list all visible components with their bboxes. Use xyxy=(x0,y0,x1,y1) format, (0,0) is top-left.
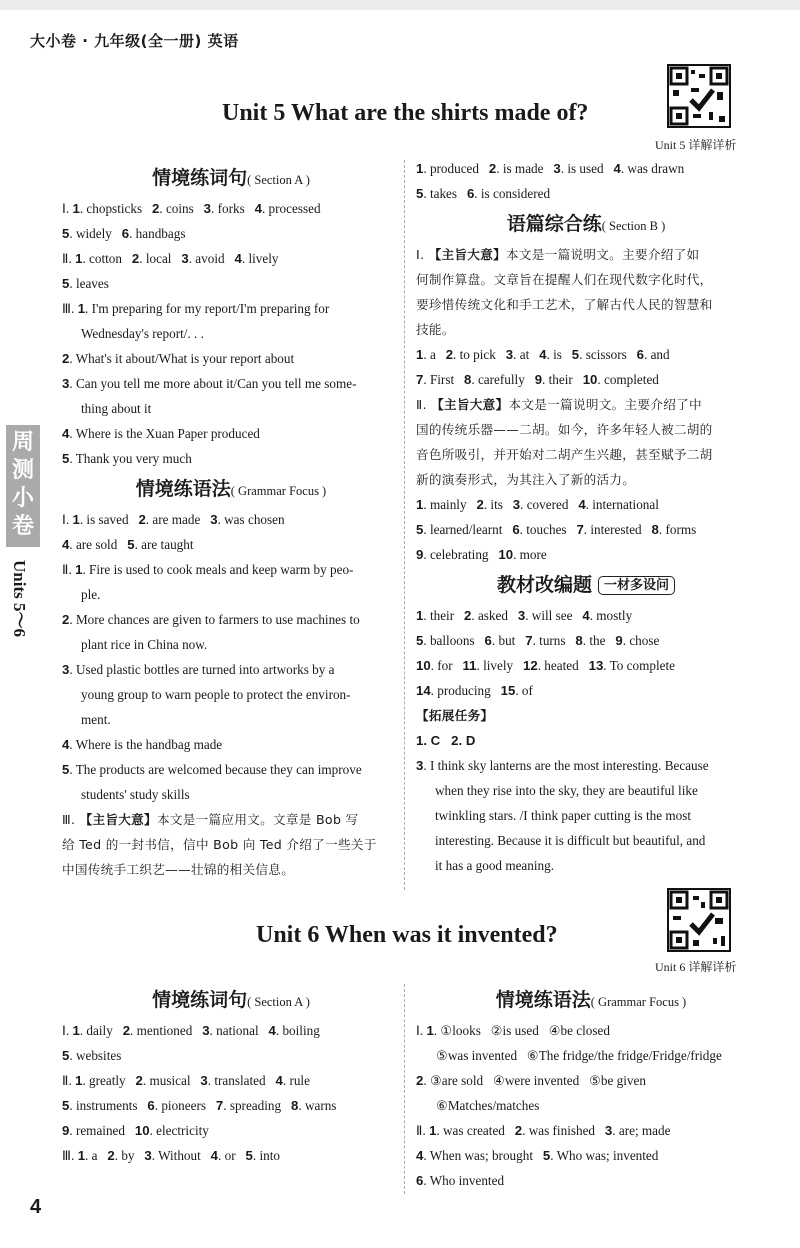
answer-line: 2. ③are sold ④were invented ⑤be given xyxy=(416,1073,646,1088)
answer-line: 1. a 2. to pick 3. at 4. is 5. scissors 6. and xyxy=(416,347,670,362)
answer-line: 10. for 11. lively 12. heated 13. To complete xyxy=(416,658,675,673)
qr-code-icon[interactable] xyxy=(667,64,731,128)
answer-line: 9. celebrating 10. more xyxy=(416,547,547,562)
section-title: 情境练语法 xyxy=(495,989,591,1011)
unit6-qr-label: Unit 6 详解详析 xyxy=(655,960,737,974)
column-divider xyxy=(404,160,405,890)
answer-line: 3. Can you tell me more about it/Can you tell me some- xyxy=(62,376,357,391)
answer-line: 5. leaves xyxy=(62,276,109,291)
answer-line: 【拓展任务】 xyxy=(416,709,494,723)
answer-line: 5. websites xyxy=(62,1048,122,1063)
section-heading xyxy=(416,206,756,242)
answer-line: Ⅱ. 1. cotton 2. local 3. avoid 4. lively xyxy=(62,251,279,266)
answer-line: 1. their 2. asked 3. will see 4. mostly xyxy=(416,608,633,623)
answer-line: Ⅰ. 1. ①looks ②is used ④be closed xyxy=(416,1023,610,1038)
answer-line: Ⅱ. 1. greatly 2. musical 3. translated 4. rule xyxy=(62,1073,310,1088)
unit5-right-column xyxy=(416,156,756,878)
section-subtitle: ( Section A ) xyxy=(247,173,310,187)
unit5-qr-label: Unit 5 详解详析 xyxy=(655,138,737,152)
section-title: 情境练词句 xyxy=(152,989,248,1011)
side-tab-char: 周 xyxy=(11,430,34,455)
section-subtitle: ( Section B ) xyxy=(601,219,666,233)
section-title: 教材改编题 xyxy=(496,574,592,596)
answer-line: 技能。 xyxy=(416,322,455,337)
answer-line: 2. More chances are given to farmers to use machines to xyxy=(62,612,360,627)
section-subtitle: ( Grammar Focus ) xyxy=(590,995,687,1009)
section-title: 情境练语法 xyxy=(135,478,231,500)
answer-line: Ⅱ. 1. Fire is used to cook meals and keep warm by peo- xyxy=(62,562,354,577)
answer-line: when they rise into the sky, they are beautiful like xyxy=(435,783,698,798)
answer-line: Ⅲ. 1. I'm preparing for my report/I'm preparing for xyxy=(62,301,330,316)
answer-line: Ⅲ. 1. a 2. by 3. Without 4. or 5. into xyxy=(62,1148,280,1163)
answer-line: twinkling stars. /I think paper cutting is the most xyxy=(435,808,692,823)
section-heading xyxy=(416,567,756,603)
answer-line: Ⅰ. 1. daily 2. mentioned 3. national 4. boiling xyxy=(62,1023,320,1038)
answer-line: Ⅰ. 1. is saved 2. are made 3. was chosen xyxy=(62,512,285,527)
answer-line: Ⅰ. 【主旨大意】本文是一篇说明文。主要介绍了如 xyxy=(416,247,700,262)
side-units-label: Units 5～6 xyxy=(10,560,29,637)
answer-line: 4. Where is the Xuan Paper produced xyxy=(62,426,260,441)
answer-line: 6. Who invented xyxy=(416,1173,505,1188)
answer-line: 5. takes 6. is considered xyxy=(416,186,551,201)
answer-line: 1. C 2. D xyxy=(416,733,476,748)
answer-line: young group to warn people to protect the environ- xyxy=(81,687,351,702)
answer-line: 5. learned/learnt 6. touches 7. interested 8. forms xyxy=(416,522,697,537)
answer-line: Wednesday's report/. . . xyxy=(81,326,204,341)
top-bar xyxy=(0,0,800,10)
book-header: 大小卷 · 九年级(全一册) 英语 xyxy=(30,32,239,50)
answer-line: Ⅱ. 【主旨大意】本文是一篇说明文。主要介绍了中 xyxy=(416,397,702,412)
unit5-title: Unit 5 What are the shirts made of? xyxy=(222,100,589,126)
unit6-right-column xyxy=(416,982,766,1193)
side-tab xyxy=(6,425,40,547)
side-units xyxy=(10,560,40,670)
answer-line: 国的传统乐器——二胡。如今，许多年轻人被二胡的 xyxy=(416,422,713,437)
unit5-left-column xyxy=(62,160,400,882)
answer-line: plant rice in China now. xyxy=(81,637,208,652)
section-heading xyxy=(62,471,400,507)
answer-line: 9. remained 10. electricity xyxy=(62,1123,209,1138)
answer-line: it has a good meaning. xyxy=(435,858,555,873)
answer-line: 5. widely 6. handbags xyxy=(62,226,186,241)
section-title: 情境练词句 xyxy=(152,167,248,189)
answer-line: interesting. Because it is difficult but beautiful, and xyxy=(435,833,706,848)
side-tab-char: 卷 xyxy=(11,514,34,539)
section-title: 语篇综合练 xyxy=(506,213,602,235)
answer-line: 7. First 8. carefully 9. their 10. completed xyxy=(416,372,659,387)
answer-line: 要珍惜传统文化和手工艺术，了解古代人民的智慧和 xyxy=(416,297,713,312)
answer-line: 音色所吸引，并开始对二胡产生兴趣，甚至赋予二胡 xyxy=(416,447,713,462)
answer-line: 3. Used plastic bottles are turned into artworks by a xyxy=(62,662,335,677)
answer-line: 4. Where is the handbag made xyxy=(62,737,223,752)
answer-line: students' study skills xyxy=(81,787,190,802)
section-heading xyxy=(416,982,766,1018)
answer-line: Ⅱ. 1. was created 2. was finished 3. are; made xyxy=(416,1123,671,1138)
column-divider xyxy=(404,984,405,1194)
qr-code-icon[interactable] xyxy=(667,888,731,952)
answer-line: 中国传统手工织艺——壮锦的相关信息。 xyxy=(62,862,295,877)
answer-line: ple. xyxy=(81,587,101,602)
section-heading xyxy=(62,982,400,1018)
answer-line: Ⅰ. 1. chopsticks 2. coins 3. forks 4. processed xyxy=(62,201,321,216)
section-heading xyxy=(62,160,400,196)
answer-line: Ⅲ. 【主旨大意】本文是一篇应用文。文章是 Bob 写 xyxy=(62,812,359,827)
answer-line: thing about it xyxy=(81,401,152,416)
answer-line: 何制作算盘。文章旨在提醒人们在现代数字化时代， xyxy=(416,272,713,287)
answer-line: 4. When was; brought 5. Who was; invented xyxy=(416,1148,659,1163)
section-subtitle: ( Grammar Focus ) xyxy=(230,484,327,498)
answer-line: 4. are sold 5. are taught xyxy=(62,537,194,552)
answer-line: 14. producing 15. of xyxy=(416,683,533,698)
answer-line: 1. mainly 2. its 3. covered 4. international xyxy=(416,497,659,512)
side-tab-char: 小 xyxy=(11,486,34,511)
answer-line: 1. produced 2. is made 3. is used 4. was drawn xyxy=(416,161,685,176)
answer-line: 5. balloons 6. but 7. turns 8. the 9. chose xyxy=(416,633,660,648)
answer-line: 5. The products are welcomed because they can improve xyxy=(62,762,362,777)
page-number: 4 xyxy=(30,1196,42,1218)
answer-line: ment. xyxy=(81,712,111,727)
section-badge: 一材多设问 xyxy=(598,576,675,595)
answer-line: 2. What's it about/What is your report about xyxy=(62,351,295,366)
section-subtitle: ( Section A ) xyxy=(247,995,310,1009)
unit6-left-column xyxy=(62,982,400,1168)
answer-line: 5. Thank you very much xyxy=(62,451,192,466)
unit6-title: Unit 6 When was it invented? xyxy=(256,922,558,948)
answer-line: 3. I think sky lanterns are the most interesting. Because xyxy=(416,758,709,773)
answer-line: ⑤was invented ⑥The fridge/the fridge/Fridge/fridge xyxy=(436,1048,722,1063)
side-tab-char: 测 xyxy=(11,458,34,483)
answer-line: 新的演奏形式，为其注入了新的活力。 xyxy=(416,472,636,487)
answer-line: 5. instruments 6. pioneers 7. spreading 8. warns xyxy=(62,1098,337,1113)
answer-line: 给 Ted 的一封书信，信中 Bob 向 Ted 介绍了一些关于 xyxy=(62,837,377,852)
answer-line: ⑥Matches/matches xyxy=(436,1098,540,1113)
